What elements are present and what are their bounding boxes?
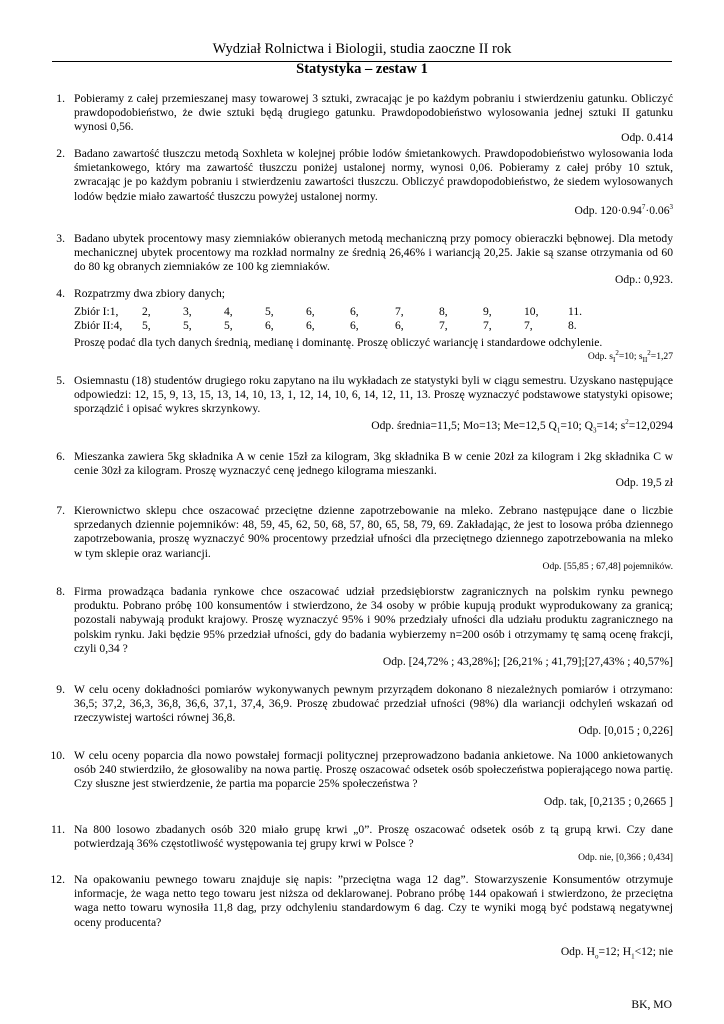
problem-answer: Odp. 19,5 zł: [615, 476, 673, 489]
set-value: 6,: [350, 305, 359, 318]
set-value: 6,: [350, 319, 359, 332]
set-value: 2,: [142, 305, 151, 318]
set-value: 6,: [306, 319, 315, 332]
problem-text: W celu oceny dokładności pomiarów wykonywanych pewnym przyrządem dokonano 8 niezależnych pomiarów i otrzymano: 36,5; 37,2, 36,3, 36,8, 36,6, 37,1, 37,4, 36,9. Proszę zbudować przedział ufności (98%) dla wariancji odchyleń wskazań od rzeczywistej wartości równej 36,8.: [74, 683, 673, 725]
set-label: Zbiór II:4,: [74, 319, 123, 332]
problem-number: 9.: [56, 683, 65, 696]
faculty-header: Wydział Rolnictwa i Biologii, studia zaoczne II rok: [212, 41, 512, 57]
set-value: 5,: [183, 319, 192, 332]
problem-answer: Odp. [55,85 ; 67,48] pojemników.: [542, 561, 673, 572]
set-value: 6,: [265, 319, 274, 332]
problem-answer: Odp. $H_o=12$; $H_1<12$; nie: [560, 945, 673, 961]
set-value: 9,: [483, 305, 492, 318]
set-value: 4,: [224, 305, 233, 318]
problem-text: Na 800 losowo zbadanych osób 320 miało grupę krwi „0”. Proszę oszacować odsetek osób z tą grupą krwi. Czy dane potwierdzają 36% częstotliwość występowania tej grupy krwi w Polsce ?: [74, 823, 673, 851]
problem-intro: Rozpatrzmy dwa zbiory danych;: [74, 287, 225, 300]
data-set-2: [74, 319, 673, 333]
set-value: 8.: [568, 319, 577, 332]
problem-answer: Odp. $120\cdot 0.94^7\cdot 0.06^3$: [574, 203, 673, 217]
problem-number: 11.: [50, 823, 65, 836]
problem-answer: Odp. [0,015 ; 0,226]: [578, 724, 673, 737]
problem-text: Osiemnastu (18) studentów drugiego roku zapytano na ilu wykładach ze statystyki byli w ciągu semestru. Uzyskano następujące odpowiedzi: 12, 15, 9, 13, 15, 13, 14, 10, 13, 1, 12, 14, 10, 6, 14, 12, 11, 13. Proszę wyznaczyć podstawowe statystyki opisowe; sporządzić i opisać wykres skrzynkowy.: [74, 374, 673, 416]
problem-text: Badano zawartość tłuszczu metodą Soxhleta w kolejnej próbie lodów śmietankowych. Prawdopodobieństwo wylosowania loda śmietankowego, który ma zawartość tłuszczu poniżej ustalonej normy, wynosi 0,06. Pobieramy z całej próby 10 sztuk, zwracając je po każdym pobraniu i stwierdzeniu zawartości tłuszczu. Obliczyć prawdopodobieństwo, że siedem wylosowanych lodów będzie miało zawartość tłuszczu powyżej ustalonej normy.: [74, 147, 673, 203]
set-value: 10,: [524, 305, 539, 318]
problem-number: 6.: [56, 450, 65, 463]
problem-number: 8.: [56, 585, 65, 598]
problem-text: Na opakowaniu pewnego towaru znajduje się napis: ”przeciętna waga 12 dag”. Stowarzyszenie Konsumentów otrzymuje informacje, że waga netto tego towaru jest niższa od deklarowanej. Pobrano próbę 144 opakowań i stwierdzono, że przeciętna waga netto towaru wynosiła 11,8 dag, przy odchyleniu standardowym 6 dag. Czy te wyniki mogą być podstawą negatywnej oceny producenta?: [74, 873, 673, 929]
set-value: 5,: [265, 305, 274, 318]
problem-number: 10.: [50, 749, 65, 762]
set-value: 6,: [306, 305, 315, 318]
problem-text: W celu oceny poparcia dla nowo powstałej formacji politycznej przeprowadzono badania ankietowe. Na 1000 ankietowanych osób 240 stwierdziło, że głosowaliby na nowa partię. Proszę oszacować odsetek osób społeczeństwa popierającego nowa partię. Czy słuszne jest stwierdzenie, że partia ma poparcie 25% społeczeństwa ?: [74, 749, 673, 791]
problem-number: 1.: [56, 92, 65, 105]
data-set-1: [74, 305, 673, 319]
set-value: 7,: [483, 319, 492, 332]
problem-number: 5.: [56, 374, 65, 387]
problem-text: Firma prowadząca badania rynkowe chce oszacować udział przedsiębiorstw zagranicznych na polskim rynku pewnego produktu. Pobrano próbę 100 konsumentów i stwierdzono, że 34 osoby w próbie kupują produkt wyprodukowany za granicą; pozostali nabywają produkt krajowy. Proszę wyznaczyć 95% i 90% przedziały ufności dla udziału produktu zagranicznego na polskim rynku. Jaki będzie 95% przedział ufności, gdy do badania wybierzemy n=200 osób i otrzymamy tę samą ocenę frakcji, czyli 0,34 ?: [74, 585, 673, 655]
set-value: 7,: [439, 319, 448, 332]
problem-answer: Odp. [24,72% ; 43,28%]; [26,21% ; 41,79];[27,43% ; 40,57%]: [382, 655, 673, 668]
author-initials: BK, MO: [631, 998, 672, 1011]
set-value: 7,: [524, 319, 533, 332]
set-value: 7,: [395, 305, 404, 318]
problem-number: 4.: [56, 287, 65, 300]
problem-text: Kierownictwo sklepu chce oszacować przeciętne dzienne zapotrzebowanie na mleko. Zebrano następujące dane o liczbie sprzedanych dziennie pojemników: 48, 59, 45, 62, 50, 68, 57, 80, 65, 58, 79, 69. Zakładając, że jest to losowa próba dziennego zapotrzebowania, proszę wyznaczyć 90% procentowy przedział ufności dla przeciętnego dziennego zapotrzebowania na mleko w tym sklepie oraz wariancji.: [74, 504, 673, 560]
problem-text: Badano ubytek procentowy masy ziemniaków obieranych metodą mechaniczną przy pomocy obieraczki bębnowej. Dla metody mechanicznej ubytek procentowy ma rozkład normalny ze średnią 26,46% i wariancją 20,25. Jakie są szanse otrzymania od 60 do 80 kg obranych ziemniaków ze 100 kg ziemniaków.: [74, 232, 673, 274]
set-value: 11.: [568, 305, 583, 318]
problem-number: 12.: [50, 873, 65, 886]
set-value: 8,: [439, 305, 448, 318]
problem-answer: Odp. tak, [0,2135 ; 0,2665 ]: [543, 795, 673, 808]
problem-answer: Odp. $s_I^2=10$; $s_{II}^2=1,27$: [587, 348, 673, 364]
problem-number: 2.: [56, 147, 65, 160]
set-value: 5,: [224, 319, 233, 332]
problem-text: Mieszanka zawiera 5kg składnika A w cenie 15zł za kilogram, 3kg składnika B w cenie 20zł za kilogram i 2kg składnika C w cenie 30zł za kilogram. Proszę wyznaczyć cenę jednego kilograma mieszanki.: [74, 450, 673, 478]
problem-number: 7.: [56, 504, 65, 517]
problem-answer: Odp. 0.414: [621, 131, 673, 144]
problem-answer: Odp. średnia=11,5; Mo=13; Me=12,5 $Q_1=10$; $Q_3=14$; $s^2=12,0294$: [371, 418, 673, 435]
problem-text: Proszę podać dla tych danych średnią, medianę i dominantę. Proszę obliczyć wariancję i standardowe odchylenie.: [74, 336, 603, 349]
set-label: Zbiór I:1,: [74, 305, 119, 318]
set-value: 6,: [395, 319, 404, 332]
problem-text: Pobieramy z całej przemieszanej masy towarowej 3 sztuki, zwracając je po każdym pobraniu i stwierdzeniu gatunku. Obliczyć prawdopodobieństwo, że dwie sztuki będą drugiego gatunku. Prawdopodobieństwo wylosowania jednej sztuki II gatunku wynosi 0,56.: [74, 92, 673, 134]
page-title: Statystyka – zestaw 1: [296, 61, 428, 77]
problem-answer: Odp. nie, [0,366 ; 0,434]: [578, 852, 673, 863]
set-value: 3,: [183, 305, 192, 318]
set-value: 5,: [142, 319, 151, 332]
problem-answer: Odp.: 0,923.: [615, 273, 673, 286]
problem-number: 3.: [56, 232, 65, 245]
